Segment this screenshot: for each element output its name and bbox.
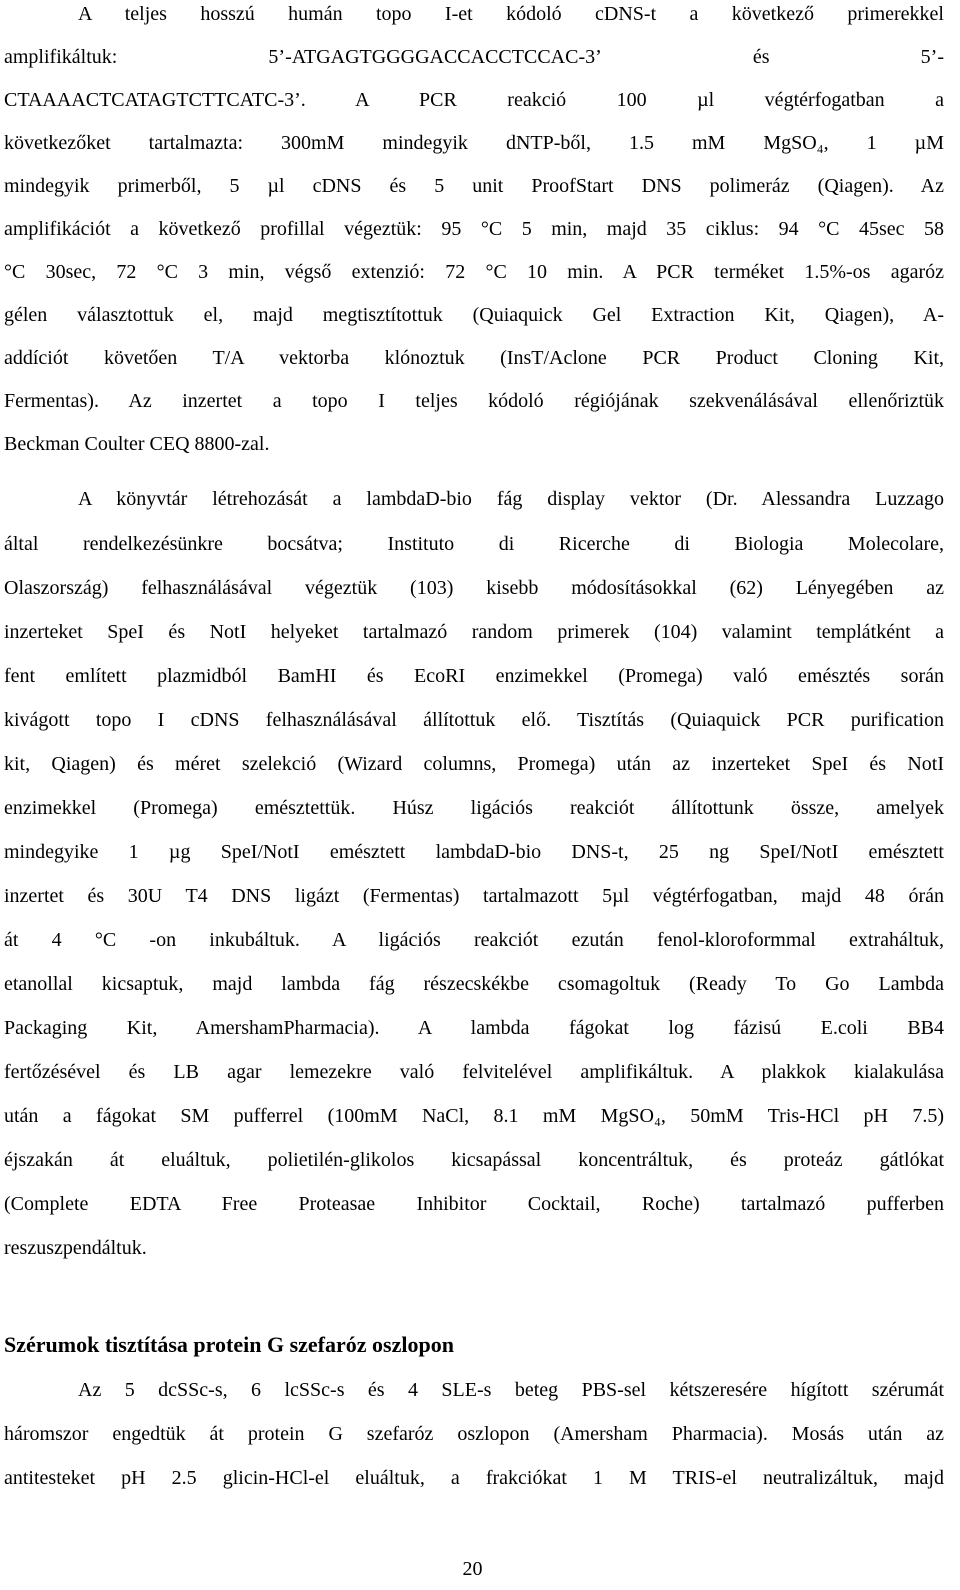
paragraph-line: Olaszország) felhasználásával végeztük (103) kisebb módosításokkal (62) Lényegében az xyxy=(4,577,944,599)
paragraph-line: háromszor engedtük át protein G szefaróz oszlopon (Amersham Pharmacia). Mosás után az xyxy=(4,1423,944,1445)
paragraph-line: amplifikációt a következő profillal végeztük: 95 °C 5 min, majd 35 ciklus: 94 °C 45sec 58 xyxy=(4,218,944,240)
paragraph-line: addíciót követően T/A vektorba klónoztuk (InsT/Aclone PCR Product Cloning Kit, xyxy=(4,347,944,369)
paragraph-line: CTAAAACTCATAGTCTTCATC-3’. A PCR reakció 100 µl végtérfogatban a xyxy=(4,89,944,111)
paragraph-line: Packaging Kit, AmershamPharmacia). A lambda fágokat log fázisú E.coli BB4 xyxy=(4,1017,944,1039)
paragraph-line: mindegyik primerből, 5 µl cDNS és 5 unit ProofStart DNS polimeráz (Qiagen). Az xyxy=(4,175,944,197)
paragraph-line: éjszakán át eluáltuk, polietilén-glikolos kicsapással koncentráltuk, és proteáz gátlókat xyxy=(4,1149,944,1171)
paragraph-line: °C 30sec, 72 °C 3 min, végső extenzió: 72 °C 10 min. A PCR terméket 1.5%-os agaróz xyxy=(4,261,944,283)
paragraph-line: antitesteket pH 2.5 glicin-HCl-el eluáltuk, a frakciókat 1 M TRIS-el neutralizáltuk, majd xyxy=(4,1467,944,1489)
paragraph-line: A könyvtár létrehozását a lambdaD-bio fág display vektor (Dr. Alessandra Luzzago xyxy=(78,488,944,510)
paragraph-line: mindegyike 1 µg SpeI/NotI emésztett lambdaD-bio DNS-t, 25 ng SpeI/NotI emésztett xyxy=(4,841,944,863)
paragraph-line: fertőzésével és LB agar lemezekre való felvitelével amplifikáltuk. A plakkok kialakulása xyxy=(4,1061,944,1083)
paragraph-line: (Complete EDTA Free Proteasae Inhibitor Cocktail, Roche) tartalmazó pufferben xyxy=(4,1193,944,1215)
paragraph-line: által rendelkezésünkre bocsátva; Instituto di Ricerche di Biologia Molecolare, xyxy=(4,533,944,555)
paragraph-line: kivágott topo I cDNS felhasználásával állítottuk elő. Tisztítás (Quiaquick PCR purification xyxy=(4,709,944,731)
paragraph-line: át 4 °C -on inkubáltuk. A ligációs reakciót ezután fenol-kloroformmal extraháltuk, xyxy=(4,929,944,951)
paragraph-line: után a fágokat SM pufferrel (100mM NaCl, 8.1 mM MgSO₄, 50mM Tris-HCl pH 7.5) xyxy=(4,1105,944,1127)
paragraph-line: amplifikáltuk: 5’-ATGAGTGGGGACCACCTCCAC-3’ és 5’- xyxy=(4,46,944,68)
page-number: 20 xyxy=(462,1558,483,1580)
paragraph-line: A teljes hosszú humán topo I-et kódoló cDNS-t a következő primerekkel xyxy=(78,3,944,25)
paragraph-line: etanollal kicsaptuk, majd lambda fág részecskékbe csomagoltuk (Ready To Go Lambda xyxy=(4,973,944,995)
paragraph-line: fent említett plazmidból BamHI és EcoRI enzimekkel (Promega) való emésztés során xyxy=(4,665,944,687)
paragraph-line: Beckman Coulter CEQ 8800-zal. xyxy=(4,433,270,455)
paragraph-line: inzertet és 30U T4 DNS ligázt (Fermentas) tartalmazott 5µl végtérfogatban, majd 48 órán xyxy=(4,885,944,907)
paragraph-line: gélen választottuk el, majd megtisztítottuk (Quiaquick Gel Extraction Kit, Qiagen), A- xyxy=(4,304,944,326)
section-heading: Szérumok tisztítása protein G szefaróz oszlopon xyxy=(4,1332,454,1357)
paragraph-line: Fermentas). Az inzertet a topo I teljes kódoló régiójának szekvenálásával ellenőriztük xyxy=(4,390,944,412)
paragraph-line: inzerteket SpeI és NotI helyeket tartalmazó random primerek (104) valamint templátként a xyxy=(4,621,944,643)
paragraph-line: reszuszpendáltuk. xyxy=(4,1237,147,1259)
paragraph-line: következőket tartalmazta: 300mM mindegyik dNTP-ből, 1.5 mM MgSO₄, 1 µM xyxy=(4,132,944,154)
paragraph-line: Az 5 dcSSc-s, 6 lcSSc-s és 4 SLE-s beteg PBS-sel kétszeresére hígított szérumát xyxy=(78,1379,944,1401)
paragraph-line: kit, Qiagen) és méret szelekció (Wizard columns, Promega) után az inzerteket SpeI és NotI xyxy=(4,753,944,775)
paragraph-line: enzimekkel (Promega) emésztettük. Húsz ligációs reakciót állítottunk össze, amelyek xyxy=(4,797,944,819)
